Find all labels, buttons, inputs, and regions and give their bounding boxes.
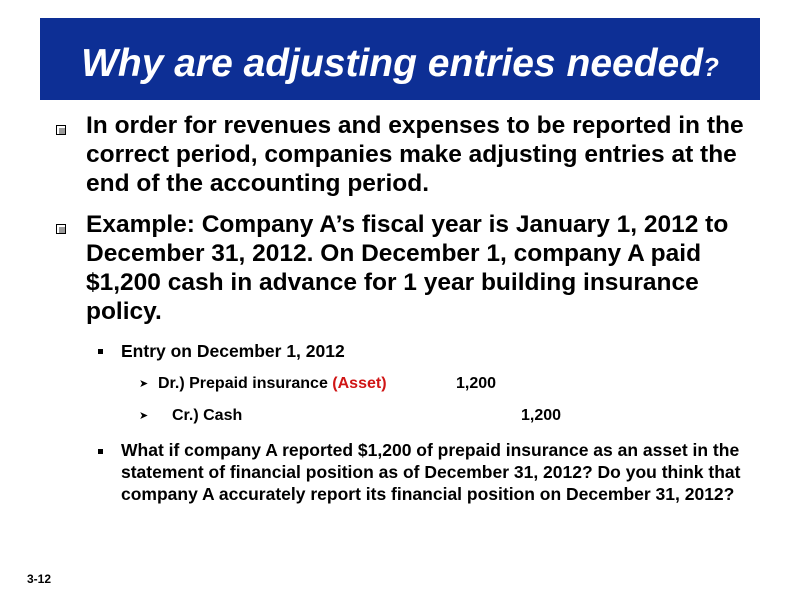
journal-credit-amount: 1,200 <box>521 407 562 424</box>
slide-number: 3-12 <box>27 572 52 586</box>
slide-title-question-mark: ? <box>703 52 719 82</box>
title-bar <box>40 18 760 100</box>
box-bullet-icon <box>56 125 66 135</box>
arrow-bullet-icon: ➤ <box>139 410 149 422</box>
sub-bullet-question: What if company A reported $1,200 of prepaid insurance as an asset in the statement of financial position as of December 31, 2012? Do you think that company A accurately report its financial position on December 31, 2012? <box>121 440 741 504</box>
bullet-adjusting-purpose: In order for revenues and expenses to be reported in the correct period, companies make adjusting entries at the end of the accounting period. <box>86 112 744 197</box>
journal-debit-tag: (Asset) <box>332 375 387 392</box>
square-bullet-icon <box>98 449 103 454</box>
slide-title <box>40 40 760 91</box>
journal-debit-line <box>158 374 387 394</box>
square-bullet-icon <box>98 349 103 354</box>
journal-debit-account: Dr.) Prepaid insurance <box>158 375 333 392</box>
bullet-example: Example: Company A’s fiscal year is January 1, 2012 to December 31, 2012. On December 1, company A paid $1,200 cash in advance for 1 year building insurance policy. <box>86 211 729 325</box>
journal-debit-amount: 1,200 <box>456 375 497 392</box>
journal-credit-account: Cr.) Cash <box>172 407 243 424</box>
arrow-bullet-icon: ➤ <box>139 378 149 390</box>
slide-title-text: Why are adjusting entries needed <box>81 42 704 85</box>
sub-bullet-entry: Entry on December 1, 2012 <box>121 341 345 361</box>
box-bullet-icon <box>56 224 66 234</box>
